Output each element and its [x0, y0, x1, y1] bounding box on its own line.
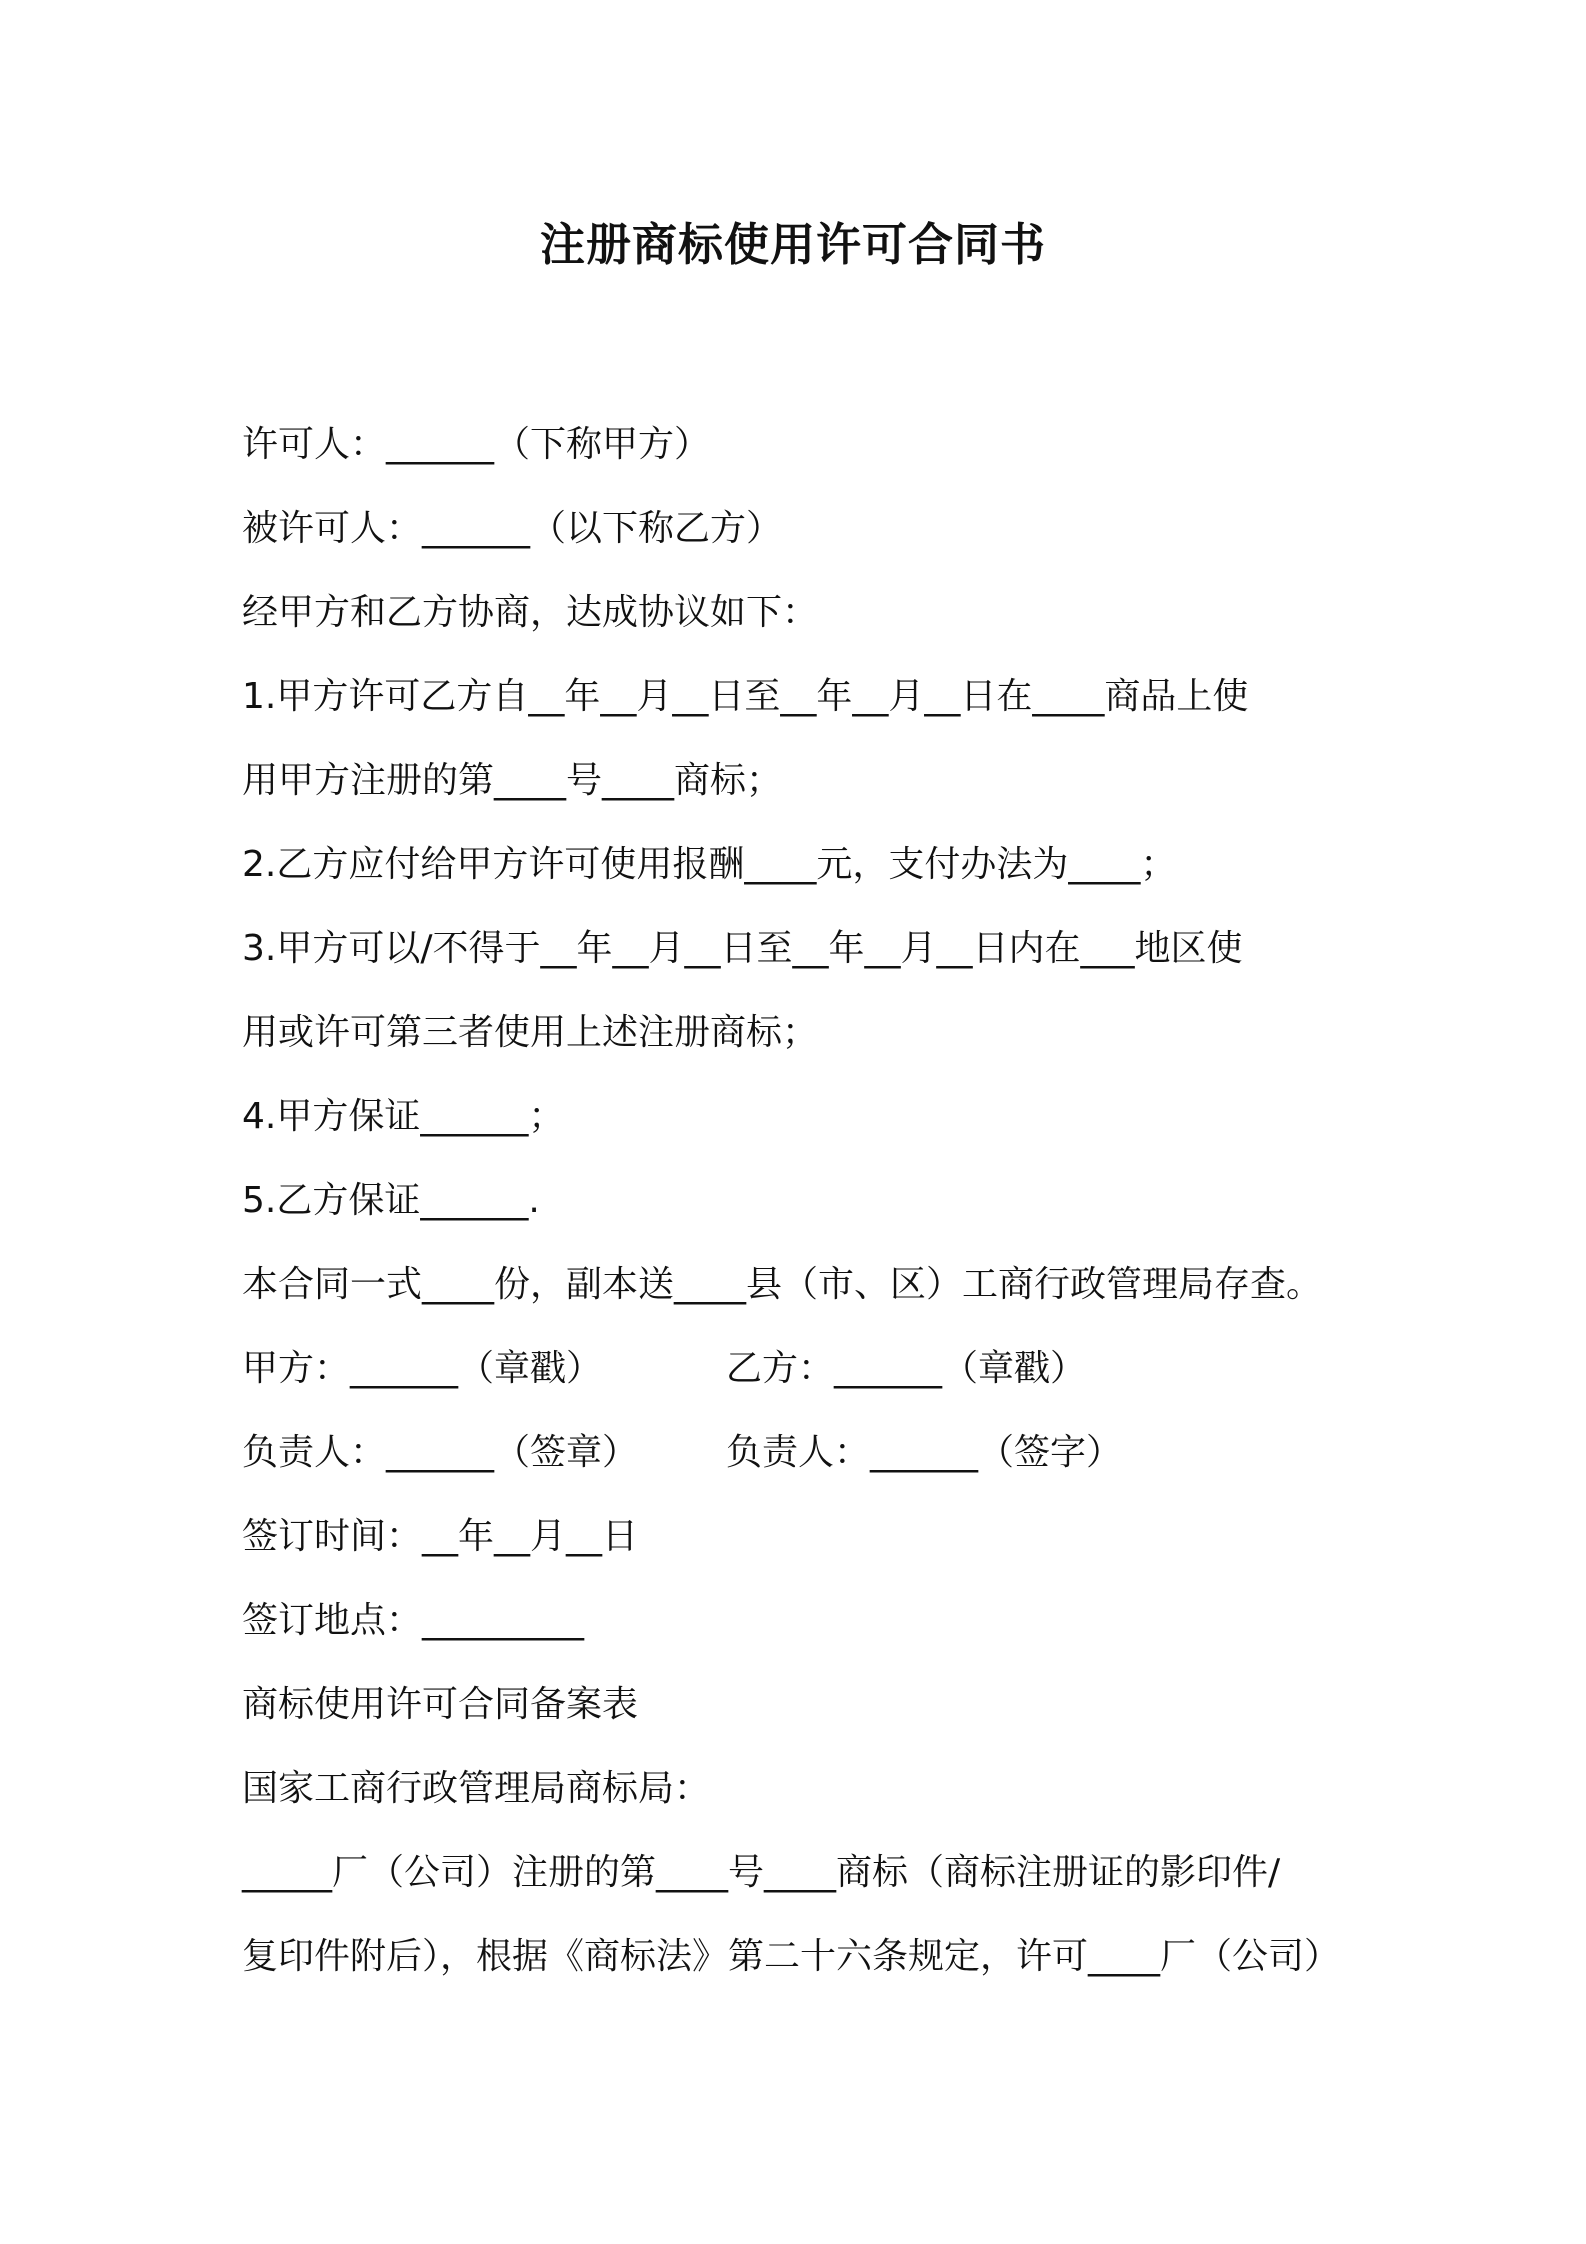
copies-line: 本合同一式____份，副本送____县（市、区）工商行政管理局存查。	[242, 1264, 1323, 1305]
seal-row	[242, 1327, 1442, 1411]
clause-2: 2.乙方应付给甲方许可使用报酬____元，支付办法为____；	[242, 844, 1177, 885]
licensee-line: 被许可人：______（以下称乙方）	[242, 508, 783, 549]
filing-text-line-2: 复印件附后），根据《商标法》第二十六条规定，许可____厂（公司）	[242, 1936, 1341, 1977]
party-b-seal: 乙方：______（章戳）	[726, 1348, 1087, 1389]
filing-form-title: 商标使用许可合同备案表	[242, 1684, 639, 1725]
clause-3-line-2: 用或许可第三者使用上述注册商标；	[242, 1012, 819, 1053]
party-a-seal: 甲方：______（章戳）	[242, 1348, 603, 1389]
filing-text-line-1: _____厂（公司）注册的第____号____商标（商标注册证的影印件/	[242, 1852, 1281, 1893]
licensor-line: 许可人：______（下称甲方）	[242, 424, 711, 465]
signing-date: 签订时间：__年__月__日	[242, 1516, 639, 1557]
addressee-line: 国家工商行政管理局商标局：	[242, 1768, 711, 1809]
party-b-responsible: 负责人：______（签字）	[726, 1432, 1123, 1473]
party-a-responsible: 负责人：______（签章）	[242, 1432, 639, 1473]
responsible-row	[242, 1411, 1442, 1495]
clause-5: 5.乙方保证______.	[242, 1180, 540, 1221]
clause-1-line-2: 用甲方注册的第____号____商标；	[242, 760, 783, 801]
clause-4: 4.甲方保证______；	[242, 1096, 565, 1137]
clause-3-line-1: 3.甲方可以/不得于__年__月__日至__年__月__日内在___地区使	[242, 928, 1243, 969]
document-title: 注册商标使用许可合同书	[539, 218, 1046, 271]
clause-1-line-1: 1.甲方许可乙方自__年__月__日至__年__月__日在____商品上使	[242, 676, 1249, 717]
agreement-intro: 经甲方和乙方协商，达成协议如下：	[242, 592, 819, 633]
document-body	[242, 403, 1442, 1999]
signing-place: 签订地点：_________	[242, 1600, 585, 1641]
